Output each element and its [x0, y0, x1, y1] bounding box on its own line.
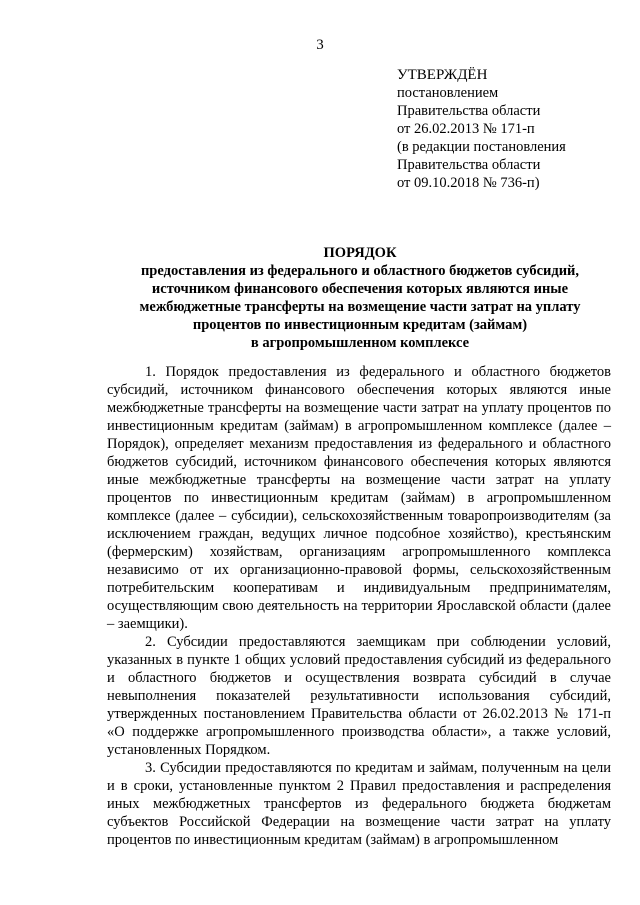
approval-line: Правительства области — [397, 103, 541, 119]
title-line: предоставления из федерального и областного бюджетов субсидий, — [140, 263, 580, 279]
title-line: в агропромышленном комплексе — [250, 335, 470, 351]
approval-line: постановлением — [397, 85, 499, 101]
approval-line: от 09.10.2018 № 736-п) — [397, 175, 540, 191]
approval-line: УТВЕРЖДЁН — [397, 67, 488, 83]
title-line: процентов по инвестиционным кредитам (займам) — [192, 317, 528, 333]
approval-line: от 26.02.2013 № 171-п — [397, 121, 535, 137]
document-body — [107, 363, 611, 849]
title-line: источником финансового обеспечения которых являются иные — [151, 281, 569, 297]
title-line: межбюджетные трансферты на возмещение части затрат на уплату — [139, 299, 581, 315]
paragraph-3: 3. Субсидии предоставляются по кредитам и займам, полученным на цели и в сроки, установленные пунктом 2 Правил предоставления и распределения иных межбюджетных трансфертов из федерального бюджета бюджетам субъектов Российской Федерации на возмещение части затрат на уплату процентов по инвестиционным кредитам (займам) в агропромышленном — [107, 760, 611, 848]
paragraph-1: 1. Порядок предоставления из федерального и областного бюджетов субсидий, источником финансового обеспечения которых являются иные межбюджетные трансферты на возмещение части затрат на уплату процентов по инвестиционным кредитам (займам) в агропромышленном комплексе (далее – Порядок), определяет механизм предоставления из федерального и областного бюджетов субсидий, источником финансового обеспечения которых являются иные межбюджетные трансферты на возмещение части затрат на уплату процентов по инвестиционным кредитам (займам) в агропромышленном комплексе (далее – субсидии), сельскохозяйственным товаропроизводителям (за исключением граждан, ведущих личное подсобное хозяйство), крестьянским (фермерским) хозяйствам, организациям агропромышленного комплекса независимо от их организационно-правовой формы, сельскохозяйственным потребительским кооперативам и индивидуальным предпринимателям, осуществляющим свою деятельность на территории Ярославской области (далее – заемщики). — [107, 364, 611, 632]
paragraph-2: 2. Субсидии предоставляются заемщикам при соблюдении условий, указанных в пункте 1 общих условий предоставления субсидий из федерального и областного бюджетов и осуществления возврата субсидий в случае невыполнения показателей результативности использования субсидий, утвержденных постановлением Правительства области от 26.02.2013 № 171-п «О поддержке агропромышленного производства области», а также условий, установленных Порядком. — [107, 634, 611, 758]
title-heading: ПОРЯДОК — [323, 245, 397, 261]
document-title — [60, 244, 640, 352]
approval-line: (в редакции постановления — [397, 139, 566, 155]
approval-line: Правительства области — [397, 157, 541, 173]
approval-stamp — [397, 66, 627, 192]
page-number: 3 — [316, 37, 324, 53]
